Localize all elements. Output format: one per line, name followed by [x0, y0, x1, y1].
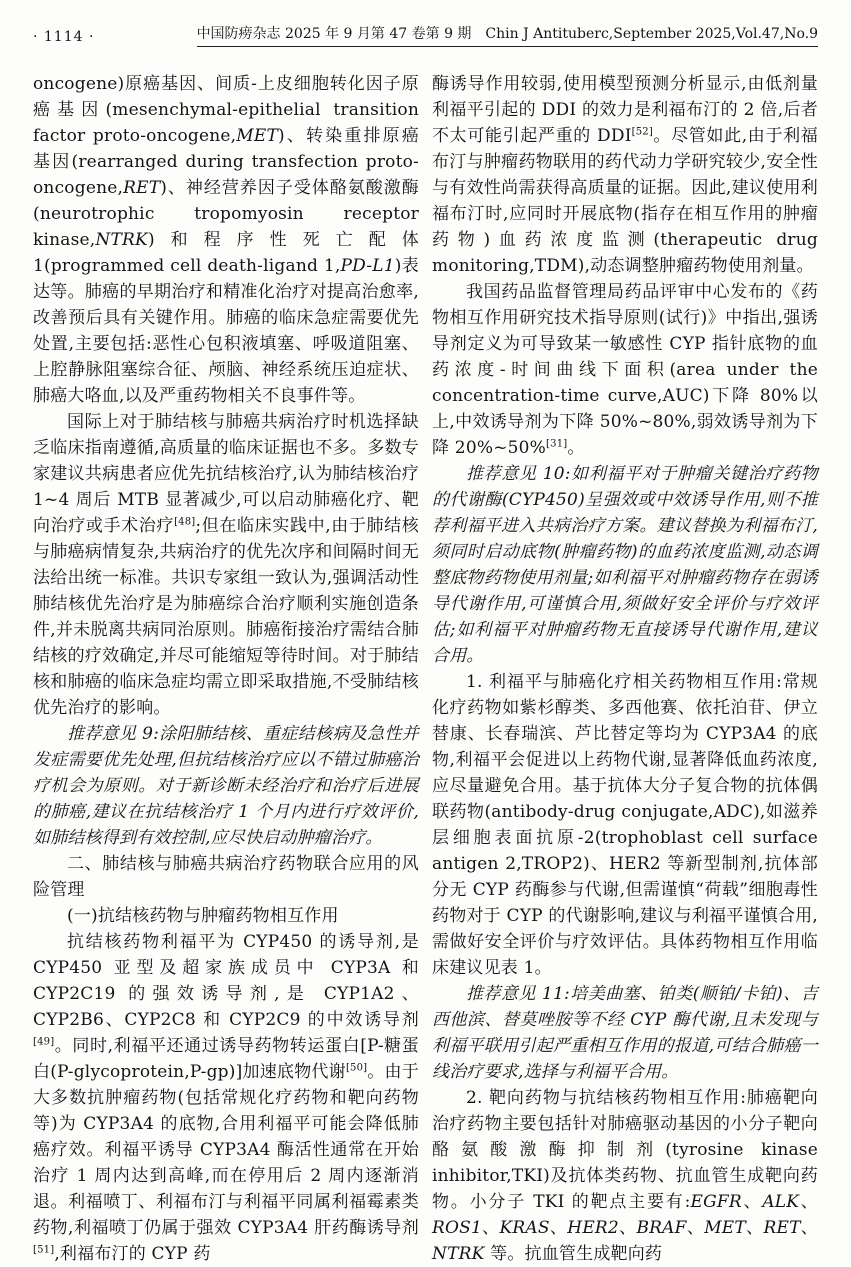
gene-name: EGFR [690, 1192, 742, 1212]
page-number: · 1114 · [33, 29, 95, 45]
text-run: 我国药品监督管理局药品评审中心发布的《药物相互作用研究技术指导原则(试行)》中指出,强诱导剂定义为可导致某一敏感性 CYP 指针底物的血药浓度-时间曲线下面积(area under the concentration-time curve,AUC)下降 80%以上,中效诱导剂为下降 50%~80%,弱效诱导剂为下降 20%~50% [432, 282, 818, 458]
text-run: 、 [799, 1192, 818, 1212]
text-run: 推荐意见 10:如利福平对于肿瘤关键治疗药物的代谢酶(CYP450)呈强效或中效诱导作用,则不推荐利福平进入共病治疗方案。建议替换为利福布汀,须同时启动底物(肿瘤药物)的血药浓度监测,动态调整底物药物使用剂量;如利福平对肿瘤药物存在弱诱导代谢作用,可谨慎合用,须做好安全评价与疗效评估;如利福平对肿瘤药物无直接诱导代谢作用,建议合用。 [432, 464, 818, 666]
text-run: 、 [745, 1218, 764, 1238]
gene-name: BRAF [636, 1218, 687, 1238]
reference-superscript: [49] [33, 1036, 55, 1048]
text-run: (一)抗结核药物与肿瘤药物相互作用 [67, 906, 339, 926]
text-run: 酶诱导作用较弱,使用模型预测分析显示,由低剂量利福平引起的 DDI 的效力是利福布汀的 2 倍,后者不太可能引起严重的 DDI [432, 74, 818, 146]
reference-superscript: [50] [345, 1062, 368, 1074]
gene-name: RET [763, 1218, 801, 1238]
text-run: )和程序性死亡配体 1(programmed cell death-ligand 1, [33, 230, 419, 276]
body-paragraph [432, 279, 818, 461]
text-run: 。由于大多数抗肿瘤药物(包括常规化疗药物和靶向药物等)为 CYP3A4 的底物,合用利福平可能会降低肺癌疗效。利福平诱导 CYP3A4 酶活性通常在开始治疗 1 周内达到高峰,而在停用后 2 周内逐渐消退。利福喷丁、利福布汀与利福平同属利福霉素类药物,利福喷丁仍属于强效 CYP3A4 肝药酶诱导剂 [33, 1062, 419, 1238]
gene-name: MET [704, 1218, 746, 1238]
text-run: 、 [618, 1218, 637, 1238]
text-run: ,利福布汀的 CYP 药 [54, 1244, 211, 1264]
body-paragraph [432, 669, 818, 981]
reference-superscript: [52] [631, 126, 653, 138]
text-run: )、转染重排原癌基因(rearranged during transfection proto-oncogene, [33, 126, 420, 198]
reference-superscript: [31] [546, 438, 568, 450]
text-run: 抗结核药物利福平为 CYP450 的诱导剂,是 CYP450 亚型及超家族成员中 CYP3A 和 CYP2C19 的强效诱导剂,是 CYP1A2、CYP2B6、CYP2C8 和 CYP2C9 的中效诱导剂 [33, 932, 419, 1030]
text-run: oncogene)原癌基因、间质-上皮细胞转化因子原癌基因(mesenchymal-epithelial transition factor proto-oncogene, [33, 74, 419, 146]
text-run: 、 [482, 1218, 500, 1238]
text-run: 、 [686, 1218, 705, 1238]
right-column [432, 71, 818, 1267]
body-paragraph [33, 71, 419, 409]
body-paragraph [432, 1085, 818, 1267]
text-run: 。同时,利福平还通过诱导药物转运蛋白[P-糖蛋白(P-glycoprotein,P-gp)]加速底物代谢 [33, 1036, 419, 1082]
article-body [33, 71, 818, 1267]
gene-name: NTRK [432, 1244, 485, 1264]
gene-name: HER2 [567, 1218, 619, 1238]
text-run: 等。抗血管生成靶向药 [484, 1244, 663, 1264]
page-header [33, 24, 818, 47]
gene-name: ALK [762, 1192, 800, 1212]
body-paragraph [33, 409, 419, 721]
text-run: 1. 利福平与肺癌化疗相关药物相互作用:常规化疗药物如紫杉醇类、多西他赛、依托泊苷、伊立替康、长春瑞滨、芦比替定等均为 CYP3A4 的底物,利福平会促进以上药物代谢,显著降低血药浓度,应尽量避免合用。基于抗体大分子复合物的抗体偶联药物(antibody-drug conjugate,ADC),如滋养层细胞表面抗原-2(trophoblast cell surface antigen 2,TROP2)、HER2 等新型制剂,抗体部分无 CYP 药酶参与代谢,但需谨慎“荷载”细胞毒性药物对于 CYP 的代谢影响,建议与利福平谨慎合用,需做好安全评价与疗效评估。具体药物相互作用临床建议见表 1。 [432, 672, 818, 978]
text-run: 、 [741, 1192, 763, 1212]
text-run: 、 [549, 1218, 568, 1238]
reference-superscript: [51] [33, 1244, 55, 1256]
gene-name: ROS1 [432, 1218, 482, 1238]
reference-superscript: [48] [174, 516, 196, 528]
recommendation-paragraph [33, 721, 419, 851]
left-column [33, 71, 419, 1267]
text-run: 。 [567, 438, 585, 458]
text-run: )、神经营养因子受体酪氨酸激酶(neurotrophic tropomyosin receptor kinase, [33, 178, 419, 250]
text-run: )表达等。肺癌的早期治疗和精准化治疗对提高治愈率,改善预后具有关键作用。肺癌的临床急症需要优先处置,主要包括:恶性心包积液填塞、呼吸道阻塞、上腔静脉阻塞综合征、颅脑、神经系统压迫症状、肺癌大咯血,以及严重药物相关不良事件等。 [33, 256, 419, 406]
text-run: 、 [800, 1218, 819, 1238]
body-paragraph [432, 71, 818, 279]
journal-title-cn: 中国防痨杂志 2025 年 9 月第 47 卷第 9 期 [196, 26, 472, 42]
text-run: 推荐意见 11:培美曲塞、铂类(顺铂/卡铂)、吉西他滨、替莫唑胺等不经 CYP 酶代谢,且未发现与利福平联用引起严重相互作用的报道,可结合肺癌一线治疗要求,选择与利福平合用。 [432, 984, 818, 1082]
body-paragraph [33, 851, 419, 903]
gene-name: KRAS [499, 1218, 550, 1238]
recommendation-paragraph [432, 981, 818, 1085]
gene-name: RET [123, 178, 161, 198]
body-paragraph [33, 903, 419, 929]
running-head [197, 24, 818, 47]
body-paragraph [33, 929, 419, 1267]
text-run: 二、肺结核与肺癌共病治疗药物联合应用的风险管理 [33, 854, 419, 900]
gene-name: MET [236, 126, 279, 146]
gene-name: PD-L1 [340, 256, 395, 276]
recommendation-paragraph [432, 461, 818, 669]
text-run: 国际上对于肺结核与肺癌共病治疗时机选择缺乏临床指南遵循,高质量的临床证据也不多。多数专家建议共病患者应优先抗结核治疗,认为肺结核治疗 1~4 周后 MTB 显著减少,可以启动肺癌化疗、靶向治疗或手术治疗 [33, 412, 419, 536]
gene-name: NTRK [95, 230, 148, 250]
journal-title-en: Chin J Antituberc,September 2025,Vol.47,No.9 [485, 26, 818, 42]
text-run: 。尽管如此,由于利福布汀与肿瘤药物联用的药代动力学研究较少,安全性与有效性尚需获得高质量的证据。因此,建议使用利福布汀时,应同时开展底物(指存在相互作用的肿瘤药物)血药浓度监测(therapeutic drug monitoring,TDM),动态调整肿瘤药物使用剂量。 [432, 126, 818, 276]
text-run: 2. 靶向药物与抗结核药物相互作用:肺癌靶向治疗药物主要包括针对肺癌驱动基因的小分子靶向酪氨酸激酶抑制剂(tyrosine kinase inhibitor,TKI)及抗体类药物、抗血管生成靶向药物。小分子 TKI 的靶点主要有: [432, 1088, 818, 1212]
text-run: ;但在临床实践中,由于肺结核与肺癌病情复杂,共病治疗的优先次序和间隔时间无法给出统一标准。共识专家组一致认为,强调活动性肺结核优先治疗是为肺癌综合治疗顺利实施创造条件,并未脱离共病同治原则。肺癌衔接治疗需结合肺结核的疗效确定,并尽可能缩短等待时间。对于肺结核和肺癌的临床急症均需立即采取措施,不受肺结核优先治疗的影响。 [33, 516, 419, 718]
text-run: 推荐意见 9:涂阳肺结核、重症结核病及急性并发症需要优先处理,但抗结核治疗应以不错过肺癌治疗机会为原则。对于新诊断未经治疗和治疗后进展的肺癌,建议在抗结核治疗 1 个月内进行疗效评价,如肺结核得到有效控制,应尽快启动肿瘤治疗。 [33, 724, 419, 848]
